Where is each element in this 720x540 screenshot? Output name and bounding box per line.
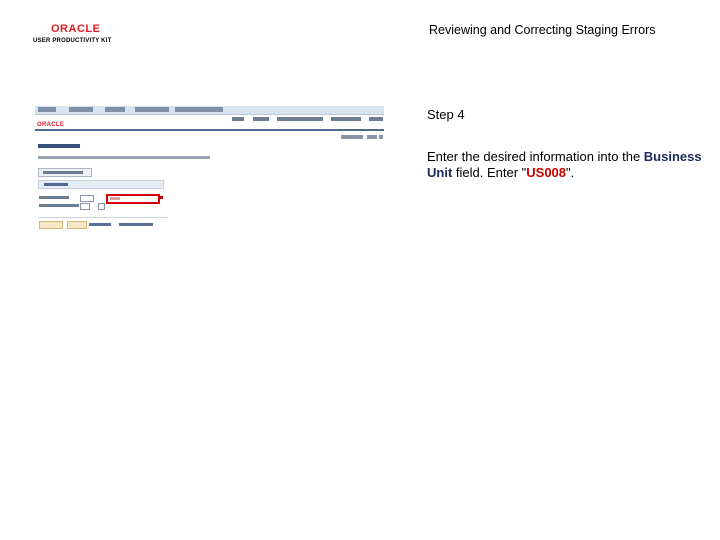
screenshot-page-title xyxy=(38,144,80,148)
oracle-wordmark: ORACLE xyxy=(51,23,101,35)
instruction-middle: field. Enter " xyxy=(452,165,527,180)
screenshot-header-divider xyxy=(35,129,384,131)
business-unit-field-highlight xyxy=(106,194,160,204)
screenshot-bu-operator xyxy=(80,195,94,202)
screenshot-bu-label xyxy=(39,196,69,199)
instruction-prefix: Enter the desired information into the xyxy=(427,149,644,164)
field-name: Business Unit xyxy=(427,149,702,180)
screenshot-refresh-button xyxy=(38,168,92,177)
screenshot-lookup-icon xyxy=(98,203,105,210)
step-instruction xyxy=(427,149,707,181)
step-label: Step 4 xyxy=(427,107,465,122)
screenshot-window-links xyxy=(341,135,383,139)
screenshot-search-button xyxy=(39,221,63,229)
screenshot-instructions xyxy=(38,156,210,159)
instruction-suffix: ". xyxy=(566,165,575,180)
screenshot-payment-label xyxy=(39,204,79,207)
screenshot-divider xyxy=(38,217,168,218)
entry-value: US008 xyxy=(526,165,567,180)
oracle-upk-logo xyxy=(33,23,125,47)
screenshot-save-criteria-link xyxy=(119,223,153,226)
screenshot-clear-button xyxy=(67,221,87,229)
upk-subtitle: USER PRODUCTIVITY KIT xyxy=(33,38,112,44)
screenshot-menubar xyxy=(35,106,384,115)
screenshot-search-criteria xyxy=(38,180,164,189)
document-title: Reviewing and Correcting Staging Errors xyxy=(429,23,656,37)
screenshot-payment-operator xyxy=(80,203,90,210)
screenshot-nav-links xyxy=(35,115,384,123)
application-screenshot xyxy=(35,106,384,232)
screenshot-oracle-logo: ORACLE xyxy=(37,122,65,128)
screenshot-basic-search-link xyxy=(89,223,111,226)
